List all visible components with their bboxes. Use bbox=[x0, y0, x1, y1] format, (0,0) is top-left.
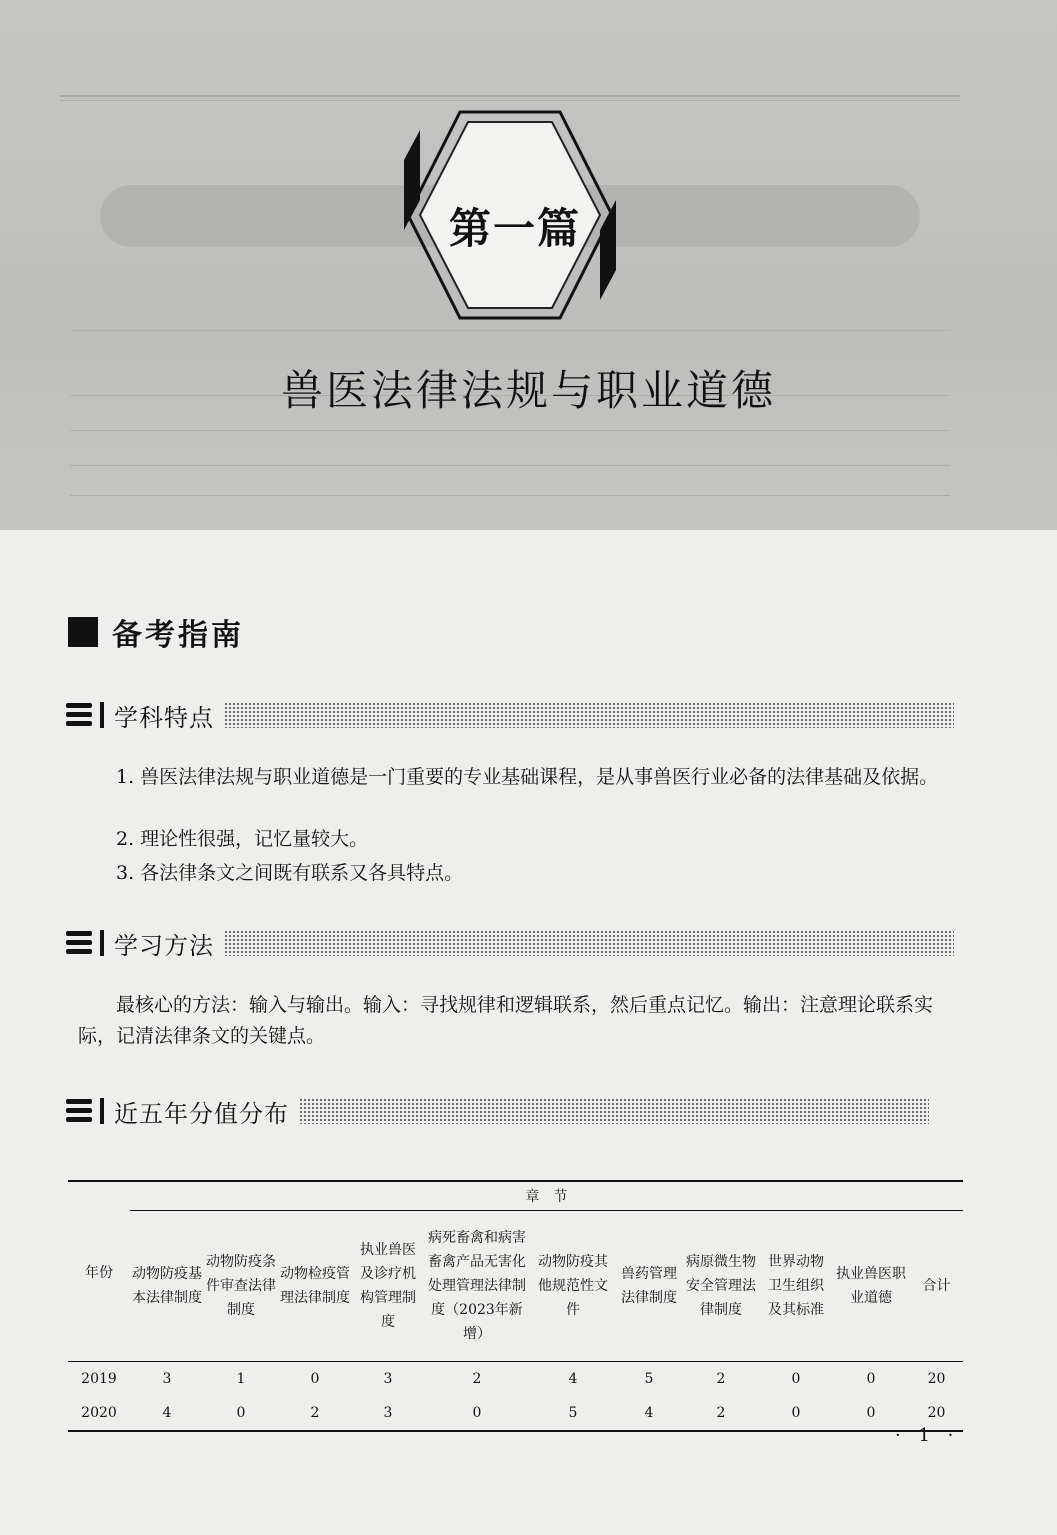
column-header: 执业兽医及诊疗机构管理制度 bbox=[352, 1211, 424, 1362]
divider-bar-icon bbox=[100, 930, 104, 956]
value-cell: 0 bbox=[310, 1371, 320, 1387]
dotted-rule bbox=[224, 702, 954, 728]
value-cell: 1 bbox=[236, 1371, 246, 1387]
value-cell: 3 bbox=[162, 1371, 172, 1387]
dotted-rule bbox=[299, 1098, 929, 1124]
total-cell: 20 bbox=[910, 1396, 963, 1431]
year-header: 年份 bbox=[68, 1181, 130, 1362]
value-cell: 2 bbox=[278, 1396, 352, 1431]
chapter-banner bbox=[0, 0, 1057, 530]
chapter-header: 章 节 bbox=[130, 1181, 963, 1211]
value-cell: 5 bbox=[644, 1371, 654, 1387]
value-cell: 3 bbox=[383, 1371, 393, 1387]
column-header: 兽药管理法律制度 bbox=[616, 1211, 682, 1362]
total-cell: 20 bbox=[927, 1371, 946, 1387]
guide-heading bbox=[68, 610, 244, 654]
column-header: 动物防疫其他规范性文件 bbox=[530, 1211, 616, 1362]
column-header: 动物防疫基本法律制度 bbox=[130, 1211, 204, 1362]
volume-title: 第一篇 bbox=[448, 204, 581, 253]
value-cell: 0 bbox=[760, 1396, 832, 1431]
value-cell: 0 bbox=[204, 1396, 278, 1431]
score-distribution-table bbox=[68, 1180, 963, 1432]
divider-bar-icon bbox=[100, 1098, 104, 1124]
scores-title: 近五年分值分布 bbox=[114, 1099, 289, 1128]
scores-heading bbox=[66, 1094, 929, 1128]
column-header: 病原微生物安全管理法律制度 bbox=[682, 1211, 760, 1362]
feature-item-1: 1. 兽医法律法规与职业道德是一门重要的专业基础课程，是从事兽医行业必备的法律基础及依据。 bbox=[116, 766, 939, 788]
book-stack-icon bbox=[66, 929, 96, 957]
value-cell: 2 bbox=[472, 1371, 482, 1387]
value-cell: 0 bbox=[832, 1396, 910, 1431]
book-stack-icon bbox=[66, 1097, 96, 1125]
table-row bbox=[68, 1396, 963, 1431]
feature-item-3: 3. 各法律条文之间既有联系又各具特点。 bbox=[116, 862, 464, 884]
chapter-title: 兽医法律法规与职业道德 bbox=[280, 366, 776, 415]
features-title: 学科特点 bbox=[114, 703, 214, 732]
value-cell: 2 bbox=[716, 1371, 726, 1387]
column-header: 世界动物卫生组织及其标准 bbox=[760, 1211, 832, 1362]
square-bullet-icon bbox=[68, 617, 98, 647]
year-cell: 2019 bbox=[81, 1371, 117, 1387]
value-cell: 0 bbox=[791, 1371, 801, 1387]
divider-bar-icon bbox=[100, 702, 104, 728]
method-text: 最核心的方法：输入与输出。输入：寻找规律和逻辑联系，然后重点记忆。输出：注意理论联系实际，记清法律条文的关键点。 bbox=[78, 994, 934, 1047]
hexagon-frame bbox=[0, 0, 1057, 530]
column-header: 病死畜禽和病害畜禽产品无害化处理管理法律制度（2023年新增） bbox=[424, 1211, 530, 1362]
column-header: 动物防疫条件审查法律制度 bbox=[204, 1211, 278, 1362]
page-number: · 1 · bbox=[895, 1425, 960, 1446]
column-header: 动物检疫管理法律制度 bbox=[278, 1211, 352, 1362]
value-cell: 0 bbox=[866, 1371, 876, 1387]
table-row bbox=[68, 1362, 963, 1397]
column-header: 合计 bbox=[910, 1211, 963, 1362]
method-title: 学习方法 bbox=[114, 931, 214, 960]
column-header: 执业兽医职业道德 bbox=[832, 1211, 910, 1362]
value-cell: 4 bbox=[130, 1396, 204, 1431]
book-stack-icon bbox=[66, 701, 96, 729]
feature-item-2: 2. 理论性很强，记忆量较大。 bbox=[116, 828, 369, 850]
value-cell: 4 bbox=[568, 1371, 578, 1387]
guide-title: 备考指南 bbox=[112, 618, 244, 653]
value-cell: 3 bbox=[352, 1396, 424, 1431]
features-heading bbox=[66, 698, 954, 732]
year-cell: 2020 bbox=[68, 1396, 130, 1431]
value-cell: 4 bbox=[616, 1396, 682, 1431]
value-cell: 5 bbox=[530, 1396, 616, 1431]
value-cell: 2 bbox=[682, 1396, 760, 1431]
method-heading bbox=[66, 926, 954, 960]
value-cell: 0 bbox=[424, 1396, 530, 1431]
dotted-rule bbox=[224, 930, 954, 956]
